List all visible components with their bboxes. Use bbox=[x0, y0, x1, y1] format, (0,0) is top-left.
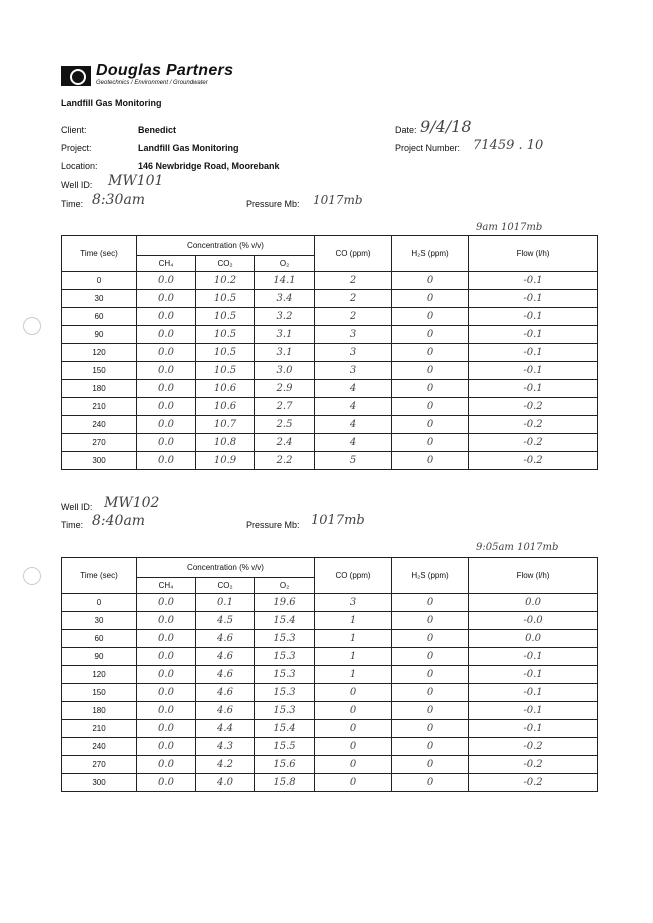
h2s-cell: 0 bbox=[392, 720, 469, 738]
co-cell: 0 bbox=[315, 738, 392, 756]
flow-cell: -0.1 bbox=[469, 326, 598, 344]
co2-cell: 4.6 bbox=[196, 684, 255, 702]
flow-cell: -0.2 bbox=[469, 398, 598, 416]
o2-cell: 15.8 bbox=[255, 774, 315, 792]
h2s-cell: 0 bbox=[392, 308, 469, 326]
table-row bbox=[62, 720, 598, 738]
o2-cell: 15.6 bbox=[255, 756, 315, 774]
o2-cell: 15.3 bbox=[255, 684, 315, 702]
brand-name: Douglas Partners bbox=[96, 62, 234, 79]
time-cell: 120 bbox=[62, 344, 137, 362]
flow-cell: -0.1 bbox=[469, 720, 598, 738]
table-row bbox=[62, 326, 598, 344]
date-value: 9/4/18 bbox=[420, 117, 472, 136]
co2-cell: 4.6 bbox=[196, 630, 255, 648]
h2s-cell: 0 bbox=[392, 702, 469, 720]
table-body bbox=[62, 272, 598, 470]
time-cell: 0 bbox=[62, 594, 137, 612]
flow-cell: -0.0 bbox=[469, 612, 598, 630]
ch4-cell: 0.0 bbox=[137, 684, 196, 702]
h2s-cell: 0 bbox=[392, 362, 469, 380]
time-cell: 210 bbox=[62, 720, 137, 738]
time-cell: 120 bbox=[62, 666, 137, 684]
ch4-column-header: CH₄ bbox=[137, 578, 196, 594]
flow-cell: -0.2 bbox=[469, 434, 598, 452]
co-cell: 3 bbox=[315, 362, 392, 380]
flow-cell: -0.2 bbox=[469, 416, 598, 434]
o2-cell: 14.1 bbox=[255, 272, 315, 290]
flow-cell: -0.2 bbox=[469, 774, 598, 792]
flow-cell: -0.1 bbox=[469, 308, 598, 326]
o2-cell: 15.4 bbox=[255, 612, 315, 630]
time-cell: 90 bbox=[62, 326, 137, 344]
time-value: 8:40am bbox=[92, 513, 146, 529]
ch4-cell: 0.0 bbox=[137, 272, 196, 290]
flow-cell: -0.1 bbox=[469, 380, 598, 398]
pressure-label: Pressure Mb: bbox=[246, 199, 300, 209]
co2-cell: 10.5 bbox=[196, 308, 255, 326]
h2s-cell: 0 bbox=[392, 416, 469, 434]
h2s-cell: 0 bbox=[392, 648, 469, 666]
flow-cell: -0.1 bbox=[469, 272, 598, 290]
o2-cell: 3.0 bbox=[255, 362, 315, 380]
h2s-cell: 0 bbox=[392, 452, 469, 470]
flow-column-header: Flow (l/h) bbox=[469, 558, 598, 594]
o2-cell: 15.3 bbox=[255, 666, 315, 684]
project-number-value: 71459 . 10 bbox=[473, 138, 544, 153]
ch4-cell: 0.0 bbox=[137, 702, 196, 720]
time-column-header: Time (sec) bbox=[62, 558, 137, 594]
ch4-cell: 0.0 bbox=[137, 648, 196, 666]
o2-cell: 15.4 bbox=[255, 720, 315, 738]
time-cell: 180 bbox=[62, 380, 137, 398]
flow-cell: -0.1 bbox=[469, 648, 598, 666]
ch4-cell: 0.0 bbox=[137, 416, 196, 434]
co-cell: 0 bbox=[315, 702, 392, 720]
co-cell: 0 bbox=[315, 774, 392, 792]
co-cell: 0 bbox=[315, 756, 392, 774]
o2-cell: 3.4 bbox=[255, 290, 315, 308]
h2s-cell: 0 bbox=[392, 594, 469, 612]
o2-column-header: O₂ bbox=[255, 256, 315, 272]
table-row bbox=[62, 630, 598, 648]
table-row bbox=[62, 774, 598, 792]
table-row bbox=[62, 452, 598, 470]
punch-hole-icon bbox=[23, 567, 41, 585]
ch4-cell: 0.0 bbox=[137, 594, 196, 612]
table-row bbox=[62, 272, 598, 290]
flow-cell: -0.1 bbox=[469, 344, 598, 362]
co2-cell: 4.4 bbox=[196, 720, 255, 738]
o2-cell: 2.9 bbox=[255, 380, 315, 398]
time-value: 8:30am bbox=[92, 192, 146, 208]
flow-cell: 0.0 bbox=[469, 630, 598, 648]
co-cell: 4 bbox=[315, 416, 392, 434]
table-row bbox=[62, 308, 598, 326]
ch4-cell: 0.0 bbox=[137, 774, 196, 792]
h2s-cell: 0 bbox=[392, 774, 469, 792]
co-column-header: CO (ppm) bbox=[315, 236, 392, 272]
h2s-cell: 0 bbox=[392, 630, 469, 648]
co2-cell: 10.5 bbox=[196, 326, 255, 344]
date-label: Date: bbox=[395, 125, 417, 135]
table-row bbox=[62, 648, 598, 666]
h2s-cell: 0 bbox=[392, 272, 469, 290]
time-cell: 30 bbox=[62, 290, 137, 308]
h2s-cell: 0 bbox=[392, 290, 469, 308]
ch4-cell: 0.0 bbox=[137, 398, 196, 416]
table-row bbox=[62, 344, 598, 362]
co2-cell: 4.0 bbox=[196, 774, 255, 792]
co2-column-header: CO₂ bbox=[196, 578, 255, 594]
time-cell: 60 bbox=[62, 308, 137, 326]
co-cell: 2 bbox=[315, 290, 392, 308]
o2-cell: 2.4 bbox=[255, 434, 315, 452]
handwritten-note: 9am 1017mb bbox=[476, 222, 543, 233]
client-value: Benedict bbox=[138, 125, 177, 135]
co2-cell: 10.5 bbox=[196, 344, 255, 362]
ch4-cell: 0.0 bbox=[137, 326, 196, 344]
ch4-cell: 0.0 bbox=[137, 434, 196, 452]
flow-cell: -0.2 bbox=[469, 738, 598, 756]
co2-cell: 4.2 bbox=[196, 756, 255, 774]
h2s-cell: 0 bbox=[392, 398, 469, 416]
punch-hole-icon bbox=[23, 317, 41, 335]
co-cell: 1 bbox=[315, 666, 392, 684]
o2-column-header: O₂ bbox=[255, 578, 315, 594]
h2s-column-header: H₂S (ppm) bbox=[392, 236, 469, 272]
co-cell: 4 bbox=[315, 380, 392, 398]
co2-cell: 4.6 bbox=[196, 666, 255, 684]
h2s-cell: 0 bbox=[392, 666, 469, 684]
co2-cell: 4.3 bbox=[196, 738, 255, 756]
flow-cell: -0.1 bbox=[469, 702, 598, 720]
ch4-cell: 0.0 bbox=[137, 290, 196, 308]
ch4-cell: 0.0 bbox=[137, 666, 196, 684]
co-cell: 0 bbox=[315, 720, 392, 738]
time-cell: 210 bbox=[62, 398, 137, 416]
co2-cell: 10.7 bbox=[196, 416, 255, 434]
o2-cell: 15.3 bbox=[255, 702, 315, 720]
table-row bbox=[62, 684, 598, 702]
time-cell: 300 bbox=[62, 452, 137, 470]
time-column-header: Time (sec) bbox=[62, 236, 137, 272]
co-cell: 4 bbox=[315, 398, 392, 416]
table-row bbox=[62, 612, 598, 630]
o2-cell: 3.1 bbox=[255, 344, 315, 362]
co-column-header: CO (ppm) bbox=[315, 558, 392, 594]
flow-cell: -0.1 bbox=[469, 290, 598, 308]
ch4-cell: 0.0 bbox=[137, 720, 196, 738]
well-id-value: MW101 bbox=[108, 173, 164, 189]
gas-readings-table-mw102 bbox=[61, 557, 598, 792]
well-id-label: Well ID: bbox=[61, 180, 93, 190]
co2-cell: 10.6 bbox=[196, 380, 255, 398]
concentration-header: Concentration (% v/v) bbox=[137, 236, 315, 256]
ch4-cell: 0.0 bbox=[137, 308, 196, 326]
co-cell: 1 bbox=[315, 612, 392, 630]
co2-cell: 4.5 bbox=[196, 612, 255, 630]
h2s-cell: 0 bbox=[392, 738, 469, 756]
table-row bbox=[62, 666, 598, 684]
o2-cell: 2.5 bbox=[255, 416, 315, 434]
douglas-partners-logo-icon bbox=[61, 66, 91, 86]
o2-cell: 19.6 bbox=[255, 594, 315, 612]
co-cell: 1 bbox=[315, 630, 392, 648]
flow-cell: -0.1 bbox=[469, 666, 598, 684]
co-cell: 5 bbox=[315, 452, 392, 470]
ch4-cell: 0.0 bbox=[137, 756, 196, 774]
co2-cell: 10.9 bbox=[196, 452, 255, 470]
flow-cell: -0.1 bbox=[469, 684, 598, 702]
co2-cell: 10.6 bbox=[196, 398, 255, 416]
ch4-column-header: CH₄ bbox=[137, 256, 196, 272]
co-cell: 3 bbox=[315, 326, 392, 344]
flow-cell: -0.1 bbox=[469, 362, 598, 380]
flow-cell: -0.2 bbox=[469, 756, 598, 774]
flow-cell: 0.0 bbox=[469, 594, 598, 612]
time-cell: 150 bbox=[62, 684, 137, 702]
ch4-cell: 0.0 bbox=[137, 738, 196, 756]
h2s-cell: 0 bbox=[392, 684, 469, 702]
location-label: Location: bbox=[61, 161, 98, 171]
pressure-label: Pressure Mb: bbox=[246, 520, 300, 530]
pressure-value: 1017mb bbox=[313, 193, 363, 207]
time-cell: 270 bbox=[62, 434, 137, 452]
h2s-cell: 0 bbox=[392, 344, 469, 362]
flow-column-header: Flow (l/h) bbox=[469, 236, 598, 272]
co-cell: 2 bbox=[315, 308, 392, 326]
table-row bbox=[62, 738, 598, 756]
ch4-cell: 0.0 bbox=[137, 630, 196, 648]
table-row bbox=[62, 416, 598, 434]
co2-cell: 10.8 bbox=[196, 434, 255, 452]
time-cell: 150 bbox=[62, 362, 137, 380]
co-cell: 4 bbox=[315, 434, 392, 452]
ch4-cell: 0.0 bbox=[137, 612, 196, 630]
pressure-value: 1017mb bbox=[311, 513, 365, 528]
co2-cell: 10.2 bbox=[196, 272, 255, 290]
time-cell: 270 bbox=[62, 756, 137, 774]
o2-cell: 15.5 bbox=[255, 738, 315, 756]
table-row bbox=[62, 756, 598, 774]
o2-cell: 2.7 bbox=[255, 398, 315, 416]
document-title: Landfill Gas Monitoring bbox=[61, 98, 162, 108]
table-row bbox=[62, 290, 598, 308]
brand-tagline: Geotechnics / Environment / Groundwater bbox=[96, 80, 208, 86]
time-label: Time: bbox=[61, 199, 84, 209]
ch4-cell: 0.0 bbox=[137, 380, 196, 398]
table-row bbox=[62, 362, 598, 380]
co-cell: 3 bbox=[315, 344, 392, 362]
project-value: Landfill Gas Monitoring bbox=[138, 143, 239, 153]
co-cell: 2 bbox=[315, 272, 392, 290]
h2s-column-header: H₂S (ppm) bbox=[392, 558, 469, 594]
ch4-cell: 0.0 bbox=[137, 344, 196, 362]
time-cell: 240 bbox=[62, 738, 137, 756]
h2s-cell: 0 bbox=[392, 380, 469, 398]
time-cell: 0 bbox=[62, 272, 137, 290]
time-cell: 240 bbox=[62, 416, 137, 434]
flow-cell: -0.2 bbox=[469, 452, 598, 470]
co-cell: 3 bbox=[315, 594, 392, 612]
time-cell: 30 bbox=[62, 612, 137, 630]
o2-cell: 2.2 bbox=[255, 452, 315, 470]
co2-column-header: CO₂ bbox=[196, 256, 255, 272]
table-row bbox=[62, 398, 598, 416]
co2-cell: 4.6 bbox=[196, 648, 255, 666]
o2-cell: 15.3 bbox=[255, 630, 315, 648]
concentration-header: Concentration (% v/v) bbox=[137, 558, 315, 578]
time-label: Time: bbox=[61, 520, 84, 530]
well-id-value: MW102 bbox=[104, 495, 160, 511]
co2-cell: 4.6 bbox=[196, 702, 255, 720]
time-cell: 90 bbox=[62, 648, 137, 666]
h2s-cell: 0 bbox=[392, 326, 469, 344]
table-row bbox=[62, 594, 598, 612]
time-cell: 180 bbox=[62, 702, 137, 720]
co2-cell: 0.1 bbox=[196, 594, 255, 612]
o2-cell: 3.1 bbox=[255, 326, 315, 344]
time-cell: 300 bbox=[62, 774, 137, 792]
gas-readings-table-mw101 bbox=[61, 235, 598, 470]
ch4-cell: 0.0 bbox=[137, 362, 196, 380]
project-label: Project: bbox=[61, 143, 92, 153]
o2-cell: 15.3 bbox=[255, 648, 315, 666]
project-number-label: Project Number: bbox=[395, 143, 461, 153]
client-label: Client: bbox=[61, 125, 87, 135]
table-row bbox=[62, 380, 598, 398]
table-row bbox=[62, 434, 598, 452]
o2-cell: 3.2 bbox=[255, 308, 315, 326]
table-body bbox=[62, 594, 598, 792]
h2s-cell: 0 bbox=[392, 756, 469, 774]
ch4-cell: 0.0 bbox=[137, 452, 196, 470]
co-cell: 0 bbox=[315, 684, 392, 702]
handwritten-note: 9:05am 1017mb bbox=[476, 542, 559, 553]
co2-cell: 10.5 bbox=[196, 290, 255, 308]
location-value: 146 Newbridge Road, Moorebank bbox=[138, 161, 280, 171]
co-cell: 1 bbox=[315, 648, 392, 666]
table-row bbox=[62, 702, 598, 720]
h2s-cell: 0 bbox=[392, 612, 469, 630]
h2s-cell: 0 bbox=[392, 434, 469, 452]
co2-cell: 10.5 bbox=[196, 362, 255, 380]
well-id-label: Well ID: bbox=[61, 502, 93, 512]
time-cell: 60 bbox=[62, 630, 137, 648]
